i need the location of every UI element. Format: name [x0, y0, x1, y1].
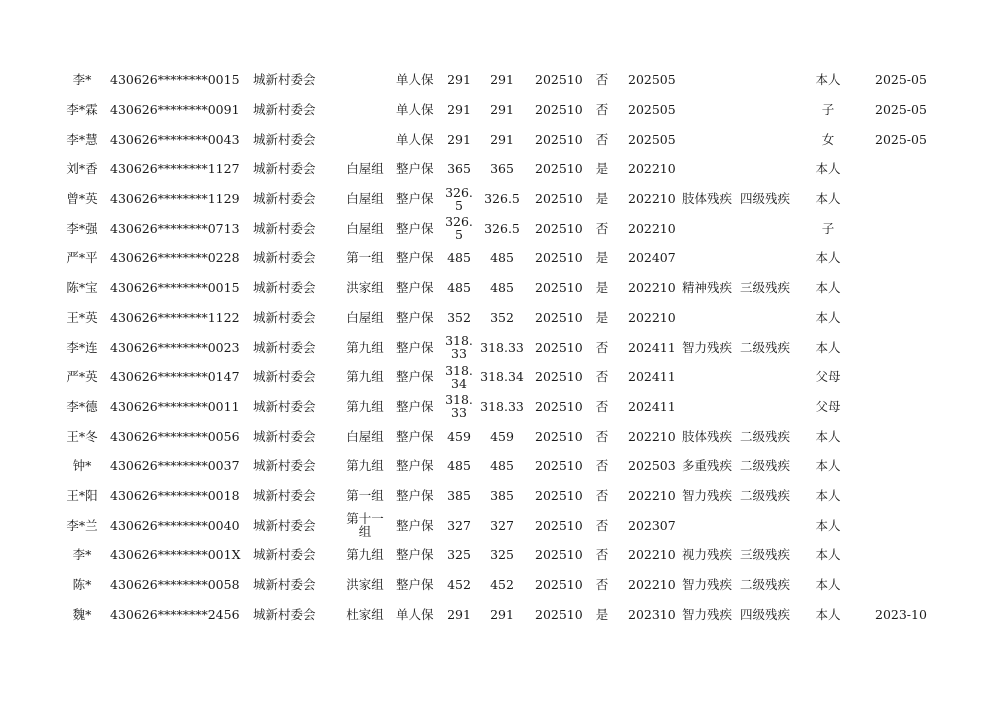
disability-type-cell: 智力残疾 — [682, 487, 733, 503]
table-row — [0, 570, 1000, 600]
type-cell: 整户保 — [396, 191, 434, 207]
amount-total-cell: 291 — [490, 131, 514, 147]
date-cell — [875, 451, 935, 481]
since-cell: 202210 — [628, 309, 676, 325]
type-cell: 整户保 — [396, 398, 434, 414]
table-row — [0, 481, 1000, 511]
id-number-cell: 430626********1127 — [110, 161, 240, 177]
id-number-cell: 430626********0018 — [110, 487, 240, 503]
disability-level-cell: 二级残疾 — [740, 577, 791, 593]
disability-level-cell: 三级残疾 — [740, 547, 791, 563]
relation-cell: 子 — [821, 220, 835, 236]
flag-cell: 否 — [595, 102, 609, 118]
name-cell: 严*英 — [66, 369, 98, 385]
since-cell: 202505 — [628, 72, 676, 88]
relation-cell: 本人 — [815, 72, 841, 88]
amount-cell: 385 — [447, 487, 471, 503]
relation-cell: 本人 — [815, 487, 841, 503]
disability-type-cell — [682, 303, 738, 333]
amount-cell: 291 — [447, 606, 471, 622]
group-cell — [345, 124, 385, 154]
disability-level-cell — [740, 95, 800, 125]
disability-level-cell: 二级残疾 — [740, 458, 791, 474]
name-cell: 王*冬 — [66, 428, 98, 444]
relation-cell: 父母 — [815, 398, 841, 414]
date-cell — [875, 421, 935, 451]
table-row — [0, 421, 1000, 451]
id-number-cell: 430626********0043 — [110, 131, 240, 147]
date-cell — [875, 362, 935, 392]
name-cell: 陈* — [72, 577, 92, 593]
type-cell: 整户保 — [396, 428, 434, 444]
amount-cell: 291 — [447, 131, 471, 147]
date-cell — [875, 392, 935, 422]
amount-total-cell: 291 — [490, 102, 514, 118]
village-cell: 城新村委会 — [253, 369, 316, 385]
since-cell: 202407 — [628, 250, 676, 266]
group-cell: 第九组 — [346, 339, 384, 355]
amount-total-cell: 485 — [490, 458, 514, 474]
village-cell: 城新村委会 — [253, 131, 316, 147]
group-cell: 第九组 — [346, 458, 384, 474]
id-number-cell: 430626********0037 — [110, 458, 240, 474]
name-cell: 李*慧 — [66, 131, 98, 147]
relation-cell: 父母 — [815, 369, 841, 385]
relation-cell: 子 — [821, 102, 835, 118]
group-cell: 洪家组 — [346, 577, 384, 593]
amount-cell: 452 — [447, 577, 471, 593]
village-cell: 城新村委会 — [253, 577, 316, 593]
relation-cell: 本人 — [815, 547, 841, 563]
month-cell: 202510 — [535, 458, 583, 474]
month-cell: 202510 — [535, 428, 583, 444]
village-cell: 城新村委会 — [253, 220, 316, 236]
type-cell: 整户保 — [396, 280, 434, 296]
disability-type-cell: 智力残疾 — [682, 577, 733, 593]
group-cell: 第一组 — [346, 487, 384, 503]
disability-type-cell — [682, 362, 738, 392]
group-cell: 第九组 — [346, 398, 384, 414]
name-cell: 王*英 — [66, 309, 98, 325]
name-cell: 李*兰 — [66, 517, 98, 533]
disability-level-cell — [740, 243, 800, 273]
village-cell: 城新村委会 — [253, 280, 316, 296]
amount-cell: 459 — [447, 428, 471, 444]
id-number-cell: 430626********0015 — [110, 280, 240, 296]
amount-cell: 326.5 — [445, 214, 473, 243]
month-cell: 202510 — [535, 220, 583, 236]
table-row — [0, 540, 1000, 570]
table-row — [0, 332, 1000, 362]
month-cell: 202510 — [535, 131, 583, 147]
id-number-cell: 430626********0058 — [110, 577, 240, 593]
month-cell: 202510 — [535, 161, 583, 177]
group-cell: 白屋组 — [346, 428, 384, 444]
type-cell: 整户保 — [396, 547, 434, 563]
since-cell: 202505 — [628, 131, 676, 147]
table-row — [0, 124, 1000, 154]
name-cell: 李* — [72, 547, 92, 563]
amount-cell: 326.5 — [445, 184, 473, 213]
date-cell — [875, 213, 935, 243]
disability-level-cell — [740, 303, 800, 333]
date-cell — [875, 540, 935, 570]
table-row — [0, 303, 1000, 333]
flag-cell: 是 — [595, 250, 609, 266]
disability-type-cell — [682, 213, 738, 243]
group-cell — [345, 95, 385, 125]
relation-cell: 本人 — [815, 339, 841, 355]
disability-level-cell — [740, 213, 800, 243]
since-cell: 202411 — [628, 398, 676, 414]
id-number-cell: 430626********0228 — [110, 250, 240, 266]
id-number-cell: 430626********0015 — [110, 72, 240, 88]
amount-cell: 318.34 — [445, 362, 473, 391]
since-cell: 202505 — [628, 102, 676, 118]
date-cell — [875, 273, 935, 303]
disability-type-cell: 智力残疾 — [682, 606, 733, 622]
month-cell: 202510 — [535, 250, 583, 266]
type-cell: 整户保 — [396, 458, 434, 474]
id-number-cell: 430626********0713 — [110, 220, 240, 236]
table-row — [0, 599, 1000, 629]
month-cell: 202510 — [535, 577, 583, 593]
disability-type-cell — [682, 510, 738, 540]
disability-type-cell — [682, 95, 738, 125]
group-cell: 白屋组 — [346, 191, 384, 207]
flag-cell: 是 — [595, 606, 609, 622]
disability-type-cell — [682, 243, 738, 273]
disability-level-cell: 二级残疾 — [740, 339, 791, 355]
disability-type-cell: 多重残疾 — [682, 458, 733, 474]
since-cell: 202210 — [628, 428, 676, 444]
type-cell: 整户保 — [396, 161, 434, 177]
id-number-cell: 430626********0147 — [110, 369, 240, 385]
flag-cell: 是 — [595, 161, 609, 177]
disability-level-cell — [740, 154, 800, 184]
table-row — [0, 243, 1000, 273]
relation-cell: 本人 — [815, 280, 841, 296]
since-cell: 202307 — [628, 517, 676, 533]
month-cell: 202510 — [535, 339, 583, 355]
village-cell: 城新村委会 — [253, 458, 316, 474]
amount-total-cell: 385 — [490, 487, 514, 503]
since-cell: 202503 — [628, 458, 676, 474]
group-cell: 洪家组 — [346, 280, 384, 296]
disability-type-cell — [682, 392, 738, 422]
disability-type-cell: 肢体残疾 — [682, 428, 733, 444]
amount-total-cell: 325 — [490, 547, 514, 563]
month-cell: 202510 — [535, 606, 583, 622]
since-cell: 202210 — [628, 161, 676, 177]
village-cell: 城新村委会 — [253, 72, 316, 88]
type-cell: 整户保 — [396, 339, 434, 355]
relation-cell: 本人 — [815, 458, 841, 474]
since-cell: 202310 — [628, 606, 676, 622]
type-cell: 整户保 — [396, 220, 434, 236]
month-cell: 202510 — [535, 191, 583, 207]
table-row — [0, 273, 1000, 303]
amount-total-cell: 459 — [490, 428, 514, 444]
amount-cell: 365 — [447, 161, 471, 177]
amount-total-cell: 291 — [490, 72, 514, 88]
id-number-cell: 430626********0040 — [110, 517, 240, 533]
group-cell: 白屋组 — [346, 220, 384, 236]
flag-cell: 是 — [595, 280, 609, 296]
amount-total-cell: 327 — [490, 517, 514, 533]
amount-cell: 291 — [447, 102, 471, 118]
id-number-cell: 430626********001X — [110, 547, 241, 563]
month-cell: 202510 — [535, 517, 583, 533]
village-cell: 城新村委会 — [253, 102, 316, 118]
table-row — [0, 95, 1000, 125]
amount-total-cell: 326.5 — [484, 220, 520, 236]
type-cell: 整户保 — [396, 487, 434, 503]
village-cell: 城新村委会 — [253, 547, 316, 563]
date-cell — [875, 510, 935, 540]
relation-cell: 女 — [821, 131, 835, 147]
disability-level-cell: 三级残疾 — [740, 280, 791, 296]
village-cell: 城新村委会 — [253, 428, 316, 444]
name-cell: 王*阳 — [66, 487, 98, 503]
date-cell: 2025-05 — [875, 131, 927, 147]
date-cell — [875, 481, 935, 511]
month-cell: 202510 — [535, 309, 583, 325]
name-cell: 李*霖 — [66, 102, 98, 118]
month-cell: 202510 — [535, 547, 583, 563]
type-cell: 单人保 — [396, 131, 434, 147]
flag-cell: 否 — [595, 487, 609, 503]
month-cell: 202510 — [535, 280, 583, 296]
name-cell: 李*强 — [66, 220, 98, 236]
disability-level-cell: 四级残疾 — [740, 606, 791, 622]
group-cell: 第十一组 — [346, 511, 384, 540]
disability-type-cell: 肢体残疾 — [682, 191, 733, 207]
table-row — [0, 213, 1000, 243]
amount-total-cell: 485 — [490, 250, 514, 266]
type-cell: 整户保 — [396, 369, 434, 385]
disability-level-cell — [740, 362, 800, 392]
table-row — [0, 510, 1000, 540]
since-cell: 202210 — [628, 577, 676, 593]
type-cell: 整户保 — [396, 250, 434, 266]
flag-cell: 否 — [595, 547, 609, 563]
amount-total-cell: 352 — [490, 309, 514, 325]
since-cell: 202210 — [628, 280, 676, 296]
table-row — [0, 392, 1000, 422]
amount-cell: 352 — [447, 309, 471, 325]
date-cell: 2025-05 — [875, 72, 927, 88]
flag-cell: 否 — [595, 458, 609, 474]
since-cell: 202411 — [628, 339, 676, 355]
disability-type-cell: 智力残疾 — [682, 339, 733, 355]
name-cell: 李*德 — [66, 398, 98, 414]
village-cell: 城新村委会 — [253, 606, 316, 622]
since-cell: 202210 — [628, 220, 676, 236]
id-number-cell: 430626********0091 — [110, 102, 240, 118]
relation-cell: 本人 — [815, 577, 841, 593]
amount-total-cell: 452 — [490, 577, 514, 593]
group-cell: 白屋组 — [346, 309, 384, 325]
type-cell: 整户保 — [396, 309, 434, 325]
relation-cell: 本人 — [815, 428, 841, 444]
amount-total-cell: 318.33 — [480, 339, 524, 355]
group-cell — [345, 65, 385, 95]
flag-cell: 否 — [595, 339, 609, 355]
amount-total-cell: 318.33 — [480, 398, 524, 414]
flag-cell: 否 — [595, 369, 609, 385]
flag-cell: 否 — [595, 220, 609, 236]
id-number-cell: 430626********0056 — [110, 428, 240, 444]
amount-total-cell: 318.34 — [480, 369, 524, 385]
flag-cell: 是 — [595, 191, 609, 207]
flag-cell: 否 — [595, 517, 609, 533]
month-cell: 202510 — [535, 487, 583, 503]
id-number-cell: 430626********0011 — [110, 398, 240, 414]
date-cell — [875, 154, 935, 184]
disability-level-cell — [740, 392, 800, 422]
date-cell — [875, 332, 935, 362]
type-cell: 整户保 — [396, 577, 434, 593]
disability-level-cell — [740, 510, 800, 540]
type-cell: 整户保 — [396, 517, 434, 533]
id-number-cell: 430626********1122 — [110, 309, 240, 325]
relation-cell: 本人 — [815, 161, 841, 177]
amount-cell: 485 — [447, 280, 471, 296]
amount-cell: 318.33 — [445, 333, 473, 362]
amount-cell: 485 — [447, 458, 471, 474]
amount-cell: 291 — [447, 72, 471, 88]
village-cell: 城新村委会 — [253, 191, 316, 207]
amount-cell: 325 — [447, 547, 471, 563]
since-cell: 202210 — [628, 487, 676, 503]
village-cell: 城新村委会 — [253, 250, 316, 266]
date-cell — [875, 243, 935, 273]
type-cell: 单人保 — [396, 102, 434, 118]
date-cell — [875, 184, 935, 214]
village-cell: 城新村委会 — [253, 487, 316, 503]
since-cell: 202411 — [628, 369, 676, 385]
date-cell: 2023-10 — [875, 606, 927, 622]
village-cell: 城新村委会 — [253, 339, 316, 355]
since-cell: 202210 — [628, 191, 676, 207]
flag-cell: 否 — [595, 398, 609, 414]
disability-type-cell — [682, 154, 738, 184]
name-cell: 李*连 — [66, 339, 98, 355]
disability-level-cell: 四级残疾 — [740, 191, 791, 207]
date-cell — [875, 303, 935, 333]
group-cell: 杜家组 — [346, 606, 384, 622]
disability-type-cell — [682, 124, 738, 154]
id-number-cell: 430626********1129 — [110, 191, 240, 207]
disability-level-cell: 二级残疾 — [740, 487, 791, 503]
month-cell: 202510 — [535, 72, 583, 88]
group-cell: 白屋组 — [346, 161, 384, 177]
disability-level-cell: 二级残疾 — [740, 428, 791, 444]
table-row — [0, 154, 1000, 184]
month-cell: 202510 — [535, 398, 583, 414]
month-cell: 202510 — [535, 102, 583, 118]
type-cell: 单人保 — [396, 72, 434, 88]
amount-total-cell: 365 — [490, 161, 514, 177]
relation-cell: 本人 — [815, 191, 841, 207]
id-number-cell: 430626********2456 — [110, 606, 240, 622]
village-cell: 城新村委会 — [253, 309, 316, 325]
amount-cell: 485 — [447, 250, 471, 266]
disability-type-cell: 精神残疾 — [682, 280, 733, 296]
table-row — [0, 65, 1000, 95]
disability-level-cell — [740, 124, 800, 154]
group-cell: 第九组 — [346, 369, 384, 385]
type-cell: 单人保 — [396, 606, 434, 622]
name-cell: 严*平 — [66, 250, 98, 266]
amount-cell: 327 — [447, 517, 471, 533]
disability-type-cell — [682, 65, 738, 95]
flag-cell: 否 — [595, 577, 609, 593]
name-cell: 李* — [72, 72, 92, 88]
amount-total-cell: 485 — [490, 280, 514, 296]
name-cell: 曾*英 — [66, 191, 98, 207]
name-cell: 钟* — [72, 458, 92, 474]
name-cell: 陈*宝 — [66, 280, 98, 296]
relation-cell: 本人 — [815, 250, 841, 266]
date-cell: 2025-05 — [875, 102, 927, 118]
table-row — [0, 362, 1000, 392]
table-row — [0, 184, 1000, 214]
flag-cell: 否 — [595, 131, 609, 147]
disability-level-cell — [740, 65, 800, 95]
village-cell: 城新村委会 — [253, 517, 316, 533]
id-number-cell: 430626********0023 — [110, 339, 240, 355]
relation-cell: 本人 — [815, 517, 841, 533]
amount-cell: 318.33 — [445, 392, 473, 421]
month-cell: 202510 — [535, 369, 583, 385]
relation-cell: 本人 — [815, 309, 841, 325]
date-cell — [875, 570, 935, 600]
name-cell: 刘*香 — [66, 161, 98, 177]
data-table — [0, 65, 1000, 629]
relation-cell: 本人 — [815, 606, 841, 622]
table-row — [0, 451, 1000, 481]
amount-total-cell: 291 — [490, 606, 514, 622]
disability-type-cell: 视力残疾 — [682, 547, 733, 563]
group-cell: 第一组 — [346, 250, 384, 266]
since-cell: 202210 — [628, 547, 676, 563]
amount-total-cell: 326.5 — [484, 191, 520, 207]
name-cell: 魏* — [72, 606, 92, 622]
village-cell: 城新村委会 — [253, 161, 316, 177]
flag-cell: 否 — [595, 428, 609, 444]
flag-cell: 是 — [595, 309, 609, 325]
group-cell: 第九组 — [346, 547, 384, 563]
village-cell: 城新村委会 — [253, 398, 316, 414]
flag-cell: 否 — [595, 72, 609, 88]
